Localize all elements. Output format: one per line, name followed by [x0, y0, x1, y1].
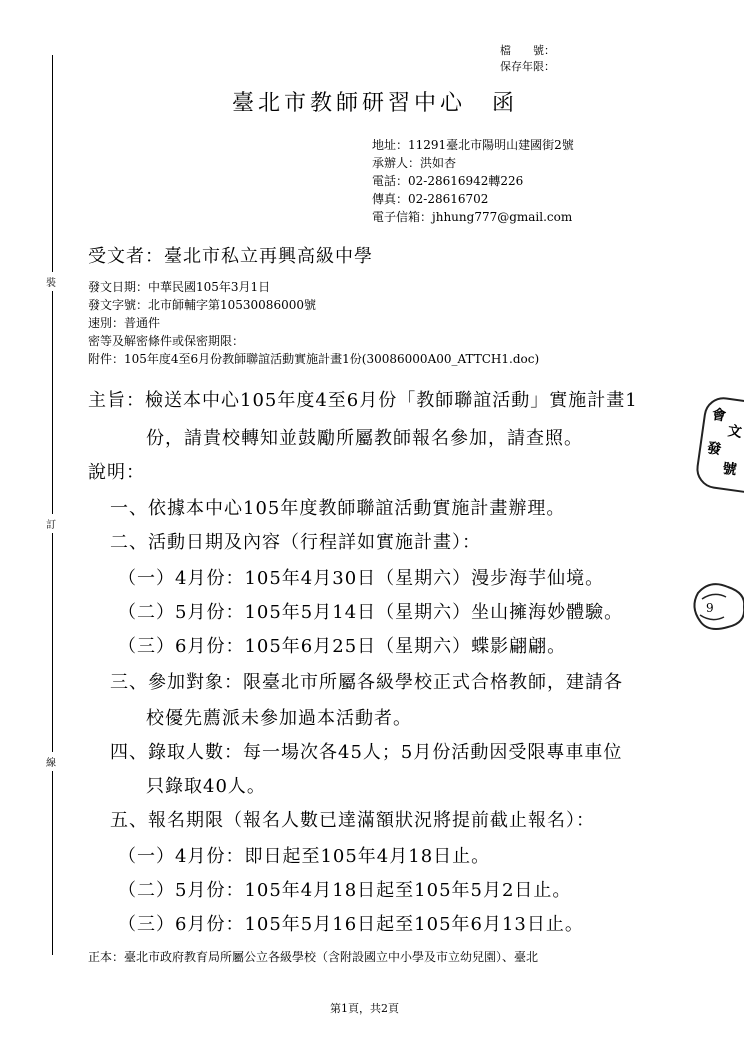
explanation-label: 說明：: [88, 462, 145, 483]
binding-staple-mark: 裝: [46, 272, 56, 291]
subject-line-2: 份，請貴校轉知並鼓勵所屬教師報名參加，請查照。: [146, 428, 583, 449]
delivery-speed: 速別：普通件: [88, 316, 161, 330]
seal-mark: [688, 575, 744, 635]
binding-bind-mark: 訂: [46, 514, 56, 533]
file-number-label: 檔 號：: [500, 44, 555, 57]
stamp-char-4: 號: [721, 460, 738, 479]
item-1: 一、依據本中心105年度教師聯誼活動實施計畫辦理。: [110, 498, 566, 519]
item-5: 五、報名期限（報名人數已達滿額狀況將提前截止報名）：: [110, 810, 595, 831]
item-5-sub-1: （一）4月份：即日起至105年4月18日止。: [118, 846, 491, 867]
security-level: 密等及解密條件或保密期限：: [88, 334, 245, 348]
item-2: 二、活動日期及內容（行程詳如實施計畫）：: [110, 532, 481, 553]
seal-icon: [688, 575, 744, 635]
retention-label: 保存年限：: [500, 60, 555, 73]
stamp-char-1: 會: [710, 406, 727, 425]
seal-text: 9: [706, 601, 714, 615]
sender-email: 電子信箱：jhhung777@gmail.com: [372, 210, 573, 224]
stamp-char-2: 文: [726, 423, 743, 441]
item-3-line-2: 校優先薦派未參加過本活動者。: [146, 708, 412, 729]
document-title: 臺北市教師研習中心 函: [232, 91, 519, 116]
document-number: 發文字號：北市師輔字第10530086000號: [88, 298, 316, 312]
item-5-sub-3: （三）6月份：105年5月16日起至105年6月13日止。: [118, 914, 584, 935]
recipient: 受文者：臺北市私立再興高級中學: [88, 246, 373, 267]
binding-line: [52, 55, 53, 955]
item-4-line-1: 四、錄取人數：每一場次各45人；5月份活動因受限專車車位: [110, 742, 623, 763]
item-4-line-2: 只錄取40人。: [146, 776, 266, 797]
stamp-char-3: 發: [706, 440, 723, 459]
attachment: 附件：105年度4至6月份教師聯誼活動實施計畫1份(30086000A00_ATTCH1.doc): [88, 352, 540, 366]
sender-contact: 承辦人：洪如杏: [372, 156, 457, 170]
receipt-stamp: [694, 395, 744, 494]
item-5-sub-2: （二）5月份：105年4月18日起至105年5月2日止。: [118, 880, 572, 901]
item-3-line-1: 三、參加對象：限臺北市所屬各級學校正式合格教師，建請各: [110, 672, 623, 693]
item-2-sub-3: （三）6月份：105年6月25日（星期六）蝶影翩翩。: [118, 636, 567, 657]
issue-date: 發文日期：中華民國105年3月1日: [88, 280, 271, 294]
copy-recipients: 正本：臺北市政府教育局所屬公立各級學校（含附設國立中小學及市立幼兒園）、臺北: [88, 950, 539, 964]
item-2-sub-1: （一）4月份：105年4月30日（星期六）漫步海芋仙境。: [118, 568, 605, 589]
page-number: 第1頁，共2頁: [330, 1002, 399, 1015]
item-2-sub-2: （二）5月份：105年5月14日（星期六）坐山擁海妙體驗。: [118, 602, 624, 623]
sender-phone: 電話：02-28616942轉226: [372, 174, 524, 188]
sender-address: 地址：11291臺北市陽明山建國街2號: [372, 138, 574, 152]
binding-line-mark: 線: [46, 752, 56, 771]
subject-line-1: 主旨：檢送本中心105年度4至6月份「教師聯誼活動」實施計畫1: [88, 390, 638, 411]
sender-fax: 傳真：02-28616702: [372, 192, 489, 206]
